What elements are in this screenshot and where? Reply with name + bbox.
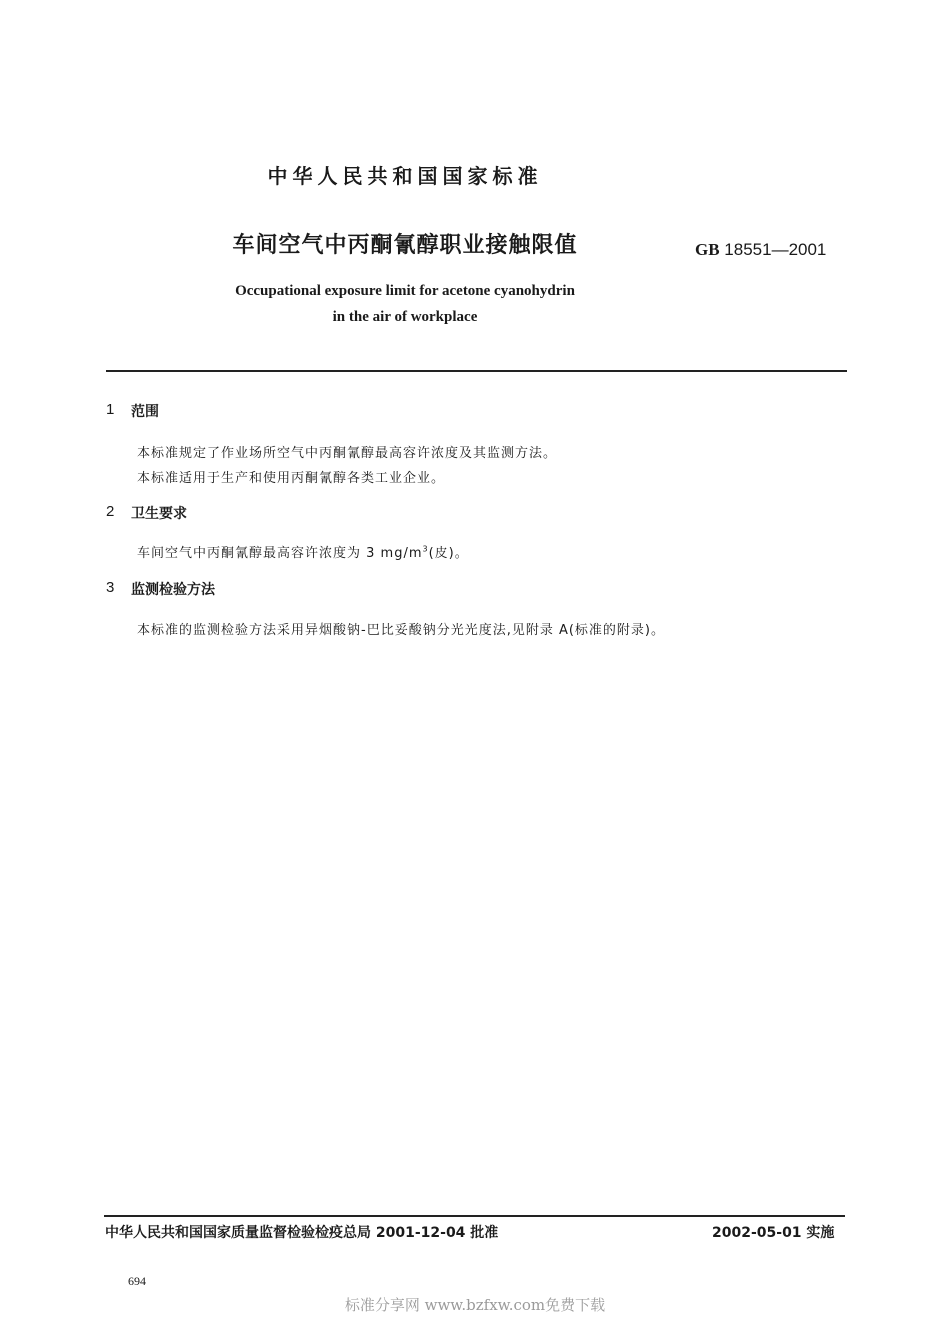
standard-code-number: 18551—2001 <box>724 240 827 259</box>
watermark-text: 标准分享网 www.bzfxw.com免费下载 <box>344 1296 606 1314</box>
section-1-heading <box>106 401 306 421</box>
section-3-title: 监测检验方法 <box>131 582 215 598</box>
standard-code-prefix: GB <box>695 240 720 259</box>
section-1-paragraph-2: 本标准适用于生产和使用丙酮氰醇各类工业企业。 <box>137 471 446 486</box>
section-1-title: 范围 <box>131 404 159 420</box>
national-standard-heading: 中华人民共和国国家标准 <box>267 164 543 188</box>
section-3-paragraph: 本标准的监测检验方法采用异烟酸钠-巴比妥酸钠分光光度法,见附录 A(标准的附录)。 <box>137 623 665 638</box>
standard-code <box>695 240 826 260</box>
approval-line: 中华人民共和国国家质量监督检验检疫总局 2001-12-04 批准 <box>105 1225 499 1241</box>
document-title-zh: 车间空气中丙酮氰醇职业接触限值 <box>232 233 578 258</box>
section-3-number: 3 <box>106 579 115 596</box>
section-2-heading <box>106 503 306 523</box>
title-en-line-2: in the air of workplace <box>332 309 478 325</box>
footer-divider <box>104 1215 845 1217</box>
document-title-en <box>0 278 810 330</box>
section-2-paragraph-suffix: (皮)。 <box>428 546 469 561</box>
section-1-number: 1 <box>106 401 115 418</box>
page-number: 694 <box>128 1274 146 1288</box>
section-3-heading <box>106 579 306 599</box>
header-divider <box>106 370 847 372</box>
section-2-paragraph-prefix: 车间空气中丙酮氰醇最高容许浓度为 3 mg/m <box>137 546 423 561</box>
section-2-number: 2 <box>106 503 115 520</box>
title-en-line-1: Occupational exposure limit for acetone cyanohydrin <box>235 283 575 299</box>
implementation-date: 2002-05-01 实施 <box>712 1225 835 1241</box>
section-1-paragraph-1: 本标准规定了作业场所空气中丙酮氰醇最高容许浓度及其监测方法。 <box>137 446 558 461</box>
section-2-title: 卫生要求 <box>131 506 187 522</box>
section-2-paragraph-superscript: 3 <box>422 544 429 554</box>
section-2-paragraph <box>137 542 469 561</box>
